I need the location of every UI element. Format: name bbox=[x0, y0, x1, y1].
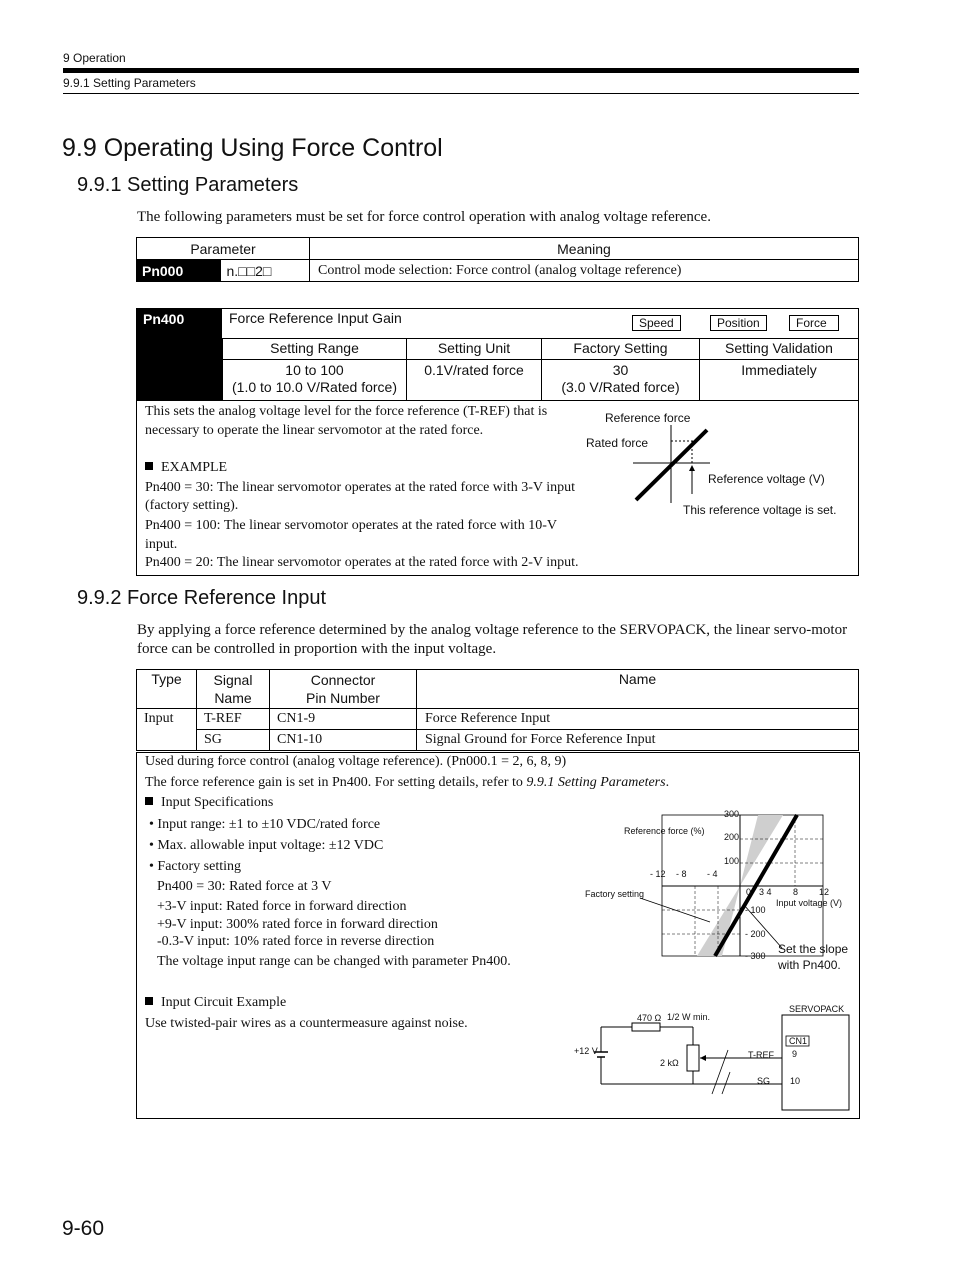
spec-1: • Input range: ±1 to ±10 VDC/rated force bbox=[149, 817, 381, 832]
intro-paragraph: The following parameters must be set for force control operation with analog voltage reference. bbox=[137, 209, 711, 225]
bullet-icon bbox=[145, 997, 153, 1005]
row-signal: T-REF bbox=[197, 709, 270, 730]
setting-unit-value: 0.1V/rated force bbox=[424, 362, 524, 378]
row-pin: CN1-9 bbox=[270, 709, 417, 730]
table-row bbox=[137, 730, 859, 751]
page-number: 9-60 bbox=[62, 1217, 105, 1240]
pn400-line-1 bbox=[222, 338, 858, 339]
row-name: Signal Ground for Force Reference Input bbox=[417, 730, 859, 751]
fig-ref-voltage-label: Reference voltage (V) bbox=[708, 472, 825, 486]
section-heading-force-reference-input: 9.9.2 Force Reference Input bbox=[77, 587, 327, 609]
signal-table bbox=[136, 669, 859, 751]
slope-line-2: with Pn400. bbox=[778, 958, 841, 972]
pn400-line-2 bbox=[222, 359, 858, 360]
header-rule bbox=[63, 68, 859, 73]
table-row bbox=[137, 709, 859, 730]
th-conn-2: Pin Number bbox=[306, 690, 380, 706]
example-3: Pn400 = 20: The linear servomotor operates at the rated force with 2-V input. bbox=[145, 555, 579, 570]
ytick-100: 100 bbox=[724, 856, 740, 866]
graph-factory-label: Factory setting bbox=[585, 889, 645, 899]
spec-2: • Max. allowable input voltage: ±12 VDC bbox=[149, 838, 384, 853]
ytick-m200: - 200 bbox=[745, 929, 766, 939]
graph-ylabel: Reference force (%) bbox=[624, 826, 705, 836]
th-name: Name bbox=[417, 670, 859, 709]
spec-title bbox=[145, 795, 273, 811]
page-title: 9.9 Operating Using Force Control bbox=[62, 134, 443, 162]
spec-8: The voltage input range can be changed with parameter Pn400. bbox=[157, 954, 511, 969]
circuit-note: Use twisted-pair wires as a countermeasure against noise. bbox=[145, 1016, 468, 1031]
pot-arrow bbox=[700, 1055, 706, 1061]
factory-setting-value bbox=[542, 362, 699, 396]
pn000-table bbox=[136, 237, 859, 282]
th-signal-1: Signal bbox=[213, 672, 253, 688]
graph-xlabel: Input voltage (V) bbox=[776, 898, 843, 908]
circuit-pin9: 9 bbox=[792, 1049, 798, 1059]
usage-ref-link: 9.9.1 Setting Parameters bbox=[526, 775, 666, 790]
ytick-m300: - 300 bbox=[745, 951, 766, 961]
circuit-title bbox=[145, 995, 286, 1011]
fig-arrow-head bbox=[689, 465, 695, 471]
resistor-2k bbox=[687, 1045, 699, 1071]
ytick-m100: - 100 bbox=[745, 905, 766, 915]
bullet-icon bbox=[145, 462, 153, 470]
resistor-470 bbox=[632, 1023, 660, 1031]
circuit-tref: T-REF bbox=[748, 1050, 774, 1060]
mode-force: Force bbox=[789, 315, 839, 331]
pn400-id-cell bbox=[137, 309, 222, 400]
circuit-cn1: CN1 bbox=[789, 1036, 808, 1046]
xtick-m8: - 8 bbox=[676, 869, 687, 879]
factory-line-2: (3.0 V/Rated force) bbox=[561, 379, 680, 395]
usage-line-2 bbox=[145, 775, 669, 791]
fig-rated-force-label: Rated force bbox=[586, 436, 649, 450]
section-heading-setting-parameters: 9.9.1 Setting Parameters bbox=[77, 174, 299, 196]
xtick-8: 8 bbox=[793, 887, 799, 897]
xtick-12: 12 bbox=[819, 887, 830, 897]
pn400-name: Force Reference Input Gain bbox=[229, 310, 402, 326]
row-signal: SG bbox=[197, 730, 270, 751]
th-type: Type bbox=[137, 670, 197, 709]
example-title-text: EXAMPLE bbox=[161, 460, 228, 475]
header-rule-thin bbox=[63, 93, 859, 94]
circuit-pin10: 10 bbox=[790, 1076, 801, 1086]
row-type bbox=[137, 730, 197, 751]
factory-line-1: 30 bbox=[612, 362, 629, 378]
circuit-sg: SG bbox=[757, 1076, 771, 1086]
twist-1 bbox=[712, 1050, 728, 1094]
param-pn000: Pn000 bbox=[137, 260, 221, 282]
spec-3: • Factory setting bbox=[149, 859, 241, 874]
xtick-0: 0 bbox=[746, 887, 752, 897]
circuit-r1-watt: 1/2 W min. bbox=[667, 1012, 711, 1022]
range-line-2: (1.0 to 10.0 V/Rated force) bbox=[232, 379, 397, 395]
th-connector bbox=[270, 670, 417, 709]
param-meaning: Control mode selection: Force control (analog voltage reference) bbox=[310, 260, 859, 282]
circuit-voltage: +12 V bbox=[574, 1046, 598, 1056]
pn400-description: This sets the analog voltage level for the force reference (T-REF) that is necessary to operate the linear servomotor at the rated force. bbox=[145, 404, 548, 438]
ytick-300: 300 bbox=[724, 809, 740, 819]
slope-line-1: Set the slope bbox=[778, 942, 849, 956]
input-circuit bbox=[570, 1010, 855, 1115]
ytick-200: 200 bbox=[724, 832, 740, 842]
example-title bbox=[145, 460, 227, 476]
col-meaning: Meaning bbox=[310, 238, 859, 260]
spec-7: -0.3-V input: 10% rated force in reverse direction bbox=[157, 934, 435, 949]
sec2-intro: By applying a force reference determined by the analog voltage reference to the SERVOPACK, the linear servo-motor force can be controlled in proportion with the input voltage. bbox=[137, 622, 848, 657]
circuit-r2: 2 kΩ bbox=[660, 1058, 679, 1068]
circuit-r1: 470 Ω bbox=[637, 1013, 662, 1023]
usage-line-2a: The force reference gain is set in Pn400. For setting details, refer to bbox=[145, 775, 527, 790]
row-pin: CN1-10 bbox=[270, 730, 417, 751]
param-value: n.□□2□ bbox=[221, 260, 310, 282]
th-signal bbox=[197, 670, 270, 709]
section-header: 9.9.1 Setting Parameters bbox=[63, 76, 196, 90]
example-2: Pn400 = 100: The linear servomotor operates at the rated force with 10-V input. bbox=[145, 518, 557, 552]
hdr-factory-setting: Factory Setting bbox=[573, 340, 668, 356]
pn400-id: Pn400 bbox=[143, 311, 185, 327]
servopack-block bbox=[782, 1015, 849, 1110]
th-signal-2: Name bbox=[214, 690, 252, 706]
fig-set-note: This reference voltage is set. bbox=[683, 503, 837, 517]
row-name: Force Reference Input bbox=[417, 709, 859, 730]
hdr-setting-unit: Setting Unit bbox=[437, 340, 511, 356]
fig-ref-force-label: Reference force bbox=[605, 411, 691, 425]
usage-line-1: Used during force control (analog voltage reference). (Pn000.1 = 2, 6, 8, 9) bbox=[145, 754, 567, 769]
spec-6: +9-V input: 300% rated force in forward direction bbox=[157, 917, 438, 932]
mode-position: Position bbox=[710, 315, 767, 331]
spec-title-text: Input Specifications bbox=[161, 795, 274, 810]
graph-slope-note bbox=[778, 941, 848, 973]
spec-5: +3-V input: Rated force in forward direction bbox=[157, 899, 407, 914]
mode-speed: Speed bbox=[632, 315, 681, 331]
xtick-3-4: 3 4 bbox=[759, 887, 772, 897]
setting-range-value bbox=[223, 362, 406, 396]
row-type: Input bbox=[137, 709, 197, 730]
xtick-m12: - 12 bbox=[650, 869, 666, 879]
chapter-header: 9 Operation bbox=[63, 51, 126, 65]
hdr-setting-range: Setting Range bbox=[270, 340, 359, 356]
usage-line-2c: . bbox=[665, 775, 670, 790]
example-1: Pn400 = 30: The linear servomotor operates at the rated force with 3-V input (factory setting). bbox=[145, 480, 575, 513]
range-line-1: 10 to 100 bbox=[285, 362, 344, 378]
twist-2 bbox=[722, 1072, 730, 1094]
pn400-line-3 bbox=[137, 400, 858, 401]
xtick-m4: - 4 bbox=[707, 869, 718, 879]
spec-4: Pn400 = 30: Rated force at 3 V bbox=[157, 879, 332, 894]
th-conn-1: Connector bbox=[310, 672, 376, 688]
circuit-servopack: SERVOPACK bbox=[789, 1004, 845, 1014]
col-parameter: Parameter bbox=[137, 238, 310, 260]
hdr-setting-validation: Setting Validation bbox=[725, 340, 833, 356]
circuit-title-text: Input Circuit Example bbox=[161, 995, 287, 1010]
validation-value: Immediately bbox=[741, 362, 817, 378]
bullet-icon bbox=[145, 797, 153, 805]
